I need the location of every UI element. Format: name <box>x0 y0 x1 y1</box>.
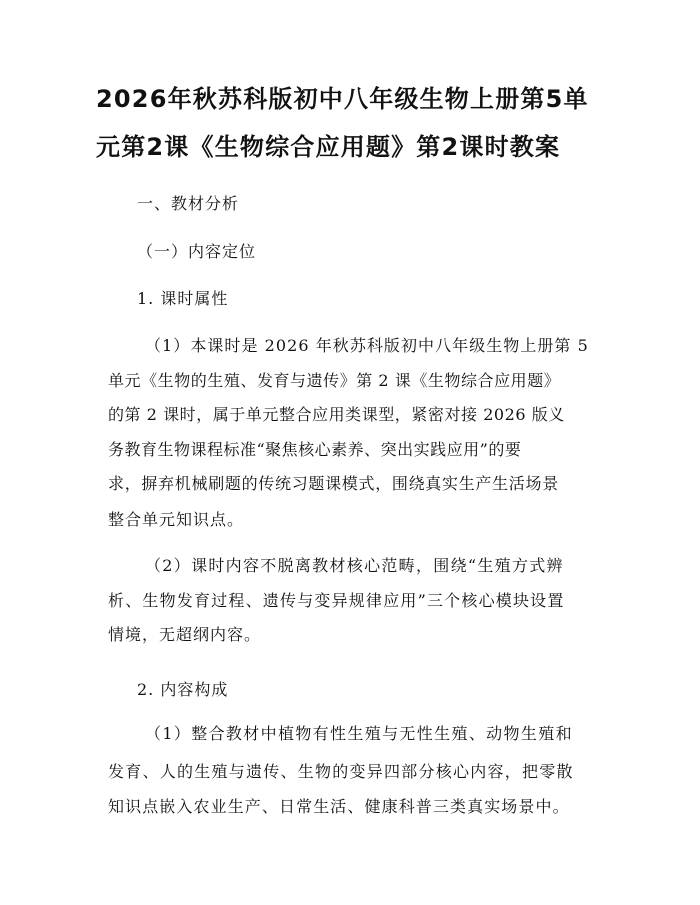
document-title-line-2: 元第2课《生物综合应用题》第2课时教案 <box>96 133 561 161</box>
paragraph-2-line: 情境，无超纲内容。 <box>108 625 262 644</box>
paragraph-1-line: （1）本课时是 2026 年秋苏科版初中八年级生物上册第 5 <box>145 336 589 355</box>
paragraph-3-line: 知识点嵌入农业生产、日常生活、健康科普三类真实场景中。 <box>108 797 570 816</box>
paragraph-1-line: 务教育生物课程标准“聚焦核心素养、突出实践应用”的要 <box>108 440 522 459</box>
item-heading-lesson-attribute: 1. 课时属性 <box>137 289 229 308</box>
paragraph-2-line: （2）课时内容不脱离教材核心范畴，围绕“生殖方式辨 <box>145 556 564 575</box>
paragraph-3-line: （1）整合教材中植物有性生殖与无性生殖、动物生殖和 <box>145 724 573 743</box>
section-heading-teaching-material-analysis: 一、教材分析 <box>137 194 240 213</box>
document-title-line-1: 2026年秋苏科版初中八年级生物上册第5单 <box>96 85 589 113</box>
paragraph-1-line: 求，摒弃机械刷题的传统习题课模式，围绕真实生产生活场景 <box>108 474 559 493</box>
paragraph-1-line: 单元《生物的生殖、发育与遗传》第 2 课《生物综合应用题》 <box>108 371 561 390</box>
subsection-heading-content-positioning: （一）内容定位 <box>137 242 257 261</box>
paragraph-3-line: 发育、人的生殖与遗传、生物的变异四部分核心内容，把零散 <box>108 762 574 781</box>
paragraph-1-line: 的第 2 课时，属于单元整合应用类课型，紧密对接 2026 版义 <box>108 405 565 424</box>
paragraph-1-line: 整合单元知识点。 <box>108 510 245 529</box>
paragraph-2-line: 析、生物发育过程、遗传与变异规律应用”三个核心模块设置 <box>108 591 565 610</box>
item-heading-content-composition: 2. 内容构成 <box>137 680 229 699</box>
